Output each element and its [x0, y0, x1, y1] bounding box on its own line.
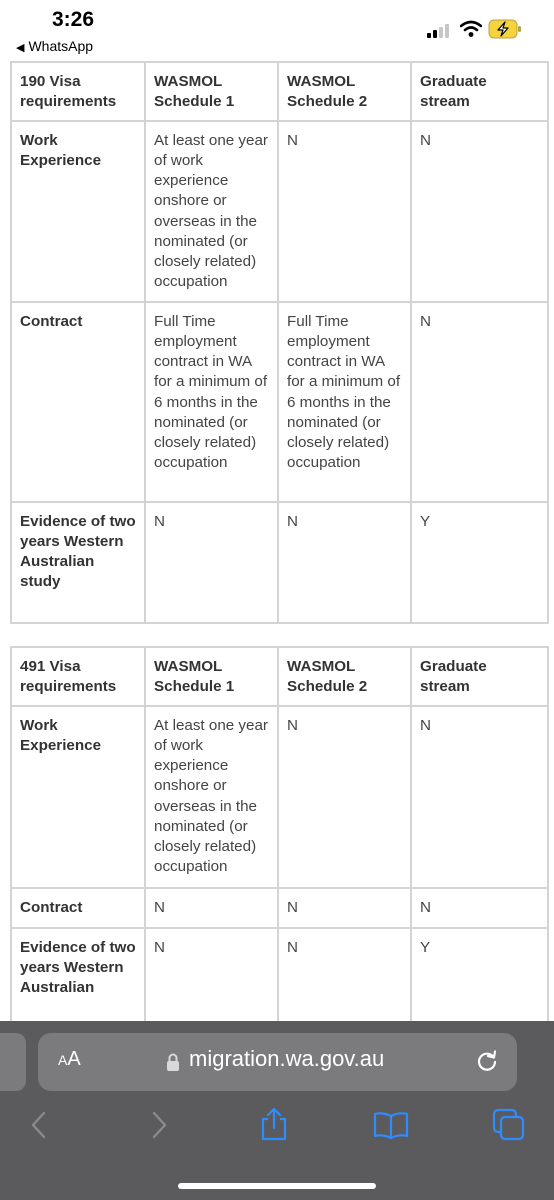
table-header-cell: 190 Visa requirements: [11, 62, 145, 121]
table-cell: N: [145, 928, 278, 1049]
table-row: [11, 888, 548, 928]
row-label-cell: Contract: [11, 888, 145, 928]
table-cell: N: [278, 502, 411, 623]
bookmarks-icon[interactable]: [373, 1110, 409, 1145]
table-cell: N: [411, 121, 548, 302]
cellular-signal-icon: [427, 22, 453, 38]
row-label-cell: Work Experience: [11, 706, 145, 888]
table-cell: N: [411, 706, 548, 888]
back-icon[interactable]: [28, 1110, 50, 1145]
table-cell: N: [278, 121, 411, 302]
back-to-app-link[interactable]: [16, 38, 93, 54]
table-cell: At least one year of work experience onshore or overseas in the nominated (or closely related) occupation: [145, 121, 278, 302]
table-row: [11, 502, 548, 623]
reader-options-button[interactable]: AA: [58, 1048, 81, 1070]
table-cell: N: [278, 928, 411, 1049]
table-header-cell: WASMOL Schedule 2: [278, 62, 411, 121]
home-indicator[interactable]: [178, 1183, 376, 1189]
status-time: 3:26: [52, 8, 95, 31]
table-header-cell: Graduate stream: [411, 62, 548, 121]
wifi-icon: [460, 20, 482, 43]
table-row: [11, 706, 548, 888]
table-cell: Full Time employment contract in WA for a minimum of 6 months in the nominated (or closely related) occupation: [278, 302, 411, 502]
table-header-cell: WASMOL Schedule 1: [145, 62, 278, 121]
tabs-icon[interactable]: [492, 1108, 526, 1147]
status-bar: [0, 0, 554, 60]
table-cell: N: [278, 706, 411, 888]
previous-tab-peek[interactable]: [0, 1033, 26, 1091]
table-header-cell: Graduate stream: [411, 647, 548, 706]
table-cell: N: [411, 888, 548, 928]
table-row: [11, 121, 548, 302]
reload-icon[interactable]: [474, 1048, 500, 1079]
table-row: [11, 302, 548, 502]
visa-491-table: [10, 646, 549, 1050]
table-header-row: [11, 647, 548, 706]
row-label-cell: Contract: [11, 302, 145, 502]
table-header-cell: 491 Visa requirements: [11, 647, 145, 706]
row-label-cell: Work Experience: [11, 121, 145, 302]
forward-icon[interactable]: [148, 1110, 170, 1145]
row-label-cell: Evidence of two years Western Australian study: [11, 502, 145, 623]
url-text[interactable]: migration.wa.gov.au: [189, 1046, 385, 1071]
table-cell: N: [145, 502, 278, 623]
table-header-row: [11, 62, 548, 121]
table-cell: Y: [411, 928, 548, 1049]
table-header-cell: WASMOL Schedule 2: [278, 647, 411, 706]
visa-190-table: [10, 61, 549, 624]
table-cell: Y: [411, 502, 548, 623]
table-cell: N: [278, 888, 411, 928]
battery-charging-icon: [488, 19, 522, 39]
share-icon[interactable]: [258, 1106, 290, 1147]
table-header-cell: WASMOL Schedule 1: [145, 647, 278, 706]
row-label-cell: Evidence of two years Western Australian: [11, 928, 145, 1049]
back-triangle-icon: ◀: [16, 42, 25, 54]
back-app-label: WhatsApp: [28, 38, 94, 54]
table-cell: N: [145, 888, 278, 928]
table-spacer: [0, 624, 554, 646]
table-cell: N: [411, 302, 548, 502]
lock-icon: [166, 1052, 180, 1077]
table-cell: Full Time employment contract in WA for a minimum of 6 months in the nominated (or closely related) occupation: [145, 302, 278, 502]
table-cell: At least one year of work experience onshore or overseas in the nominated (or closely related) occupation: [145, 706, 278, 888]
